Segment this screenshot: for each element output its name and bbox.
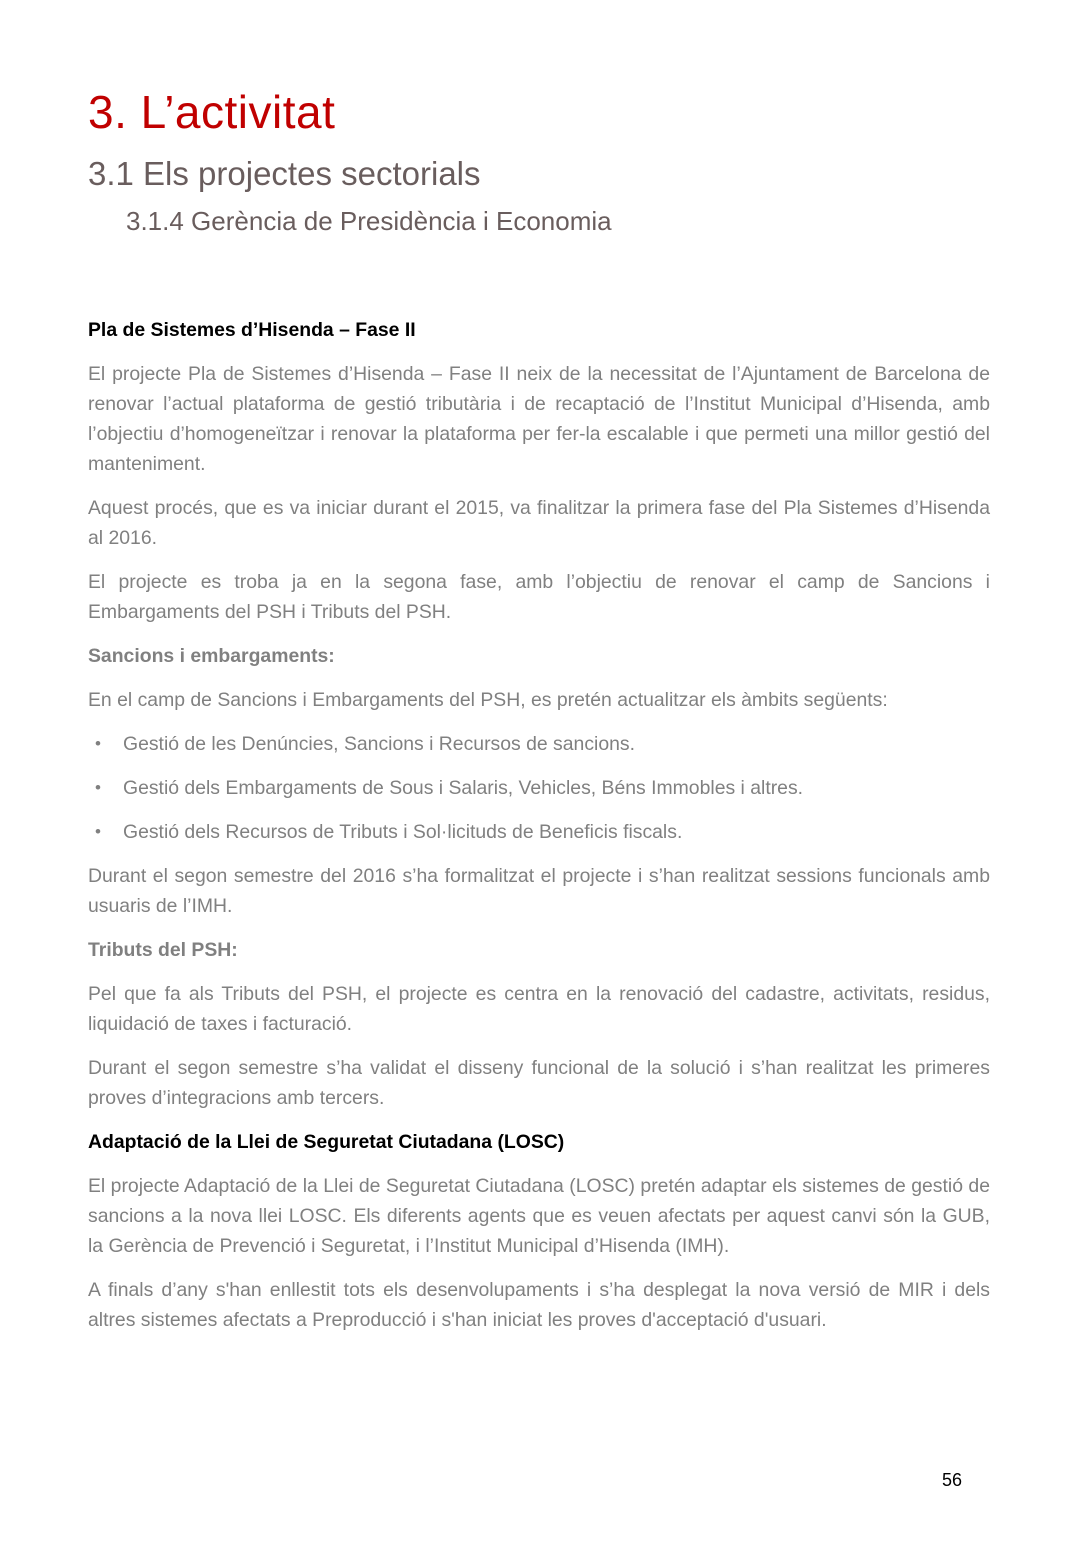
- heading-sancions-embargaments: Sancions i embargaments:: [88, 645, 335, 667]
- paragraph-losc-desenvolupaments: A finals d’any s'han enllestit tots els desenvolupaments i s’ha desplegat la nova versió de MIR i dels altres sistemes afectats a Preproducció i s'han iniciat les proves d'acceptació d'usuari.: [88, 1279, 990, 1331]
- section-title: 3.1 Els projectes sectorials: [88, 155, 481, 192]
- subsection-title: 3.1.4 Gerència de Presidència i Economia: [126, 206, 612, 236]
- bullet-icon: •: [95, 734, 101, 753]
- bullet-text: Gestió dels Embargaments de Sous i Salaris, Vehicles, Béns Immobles i altres.: [123, 777, 804, 799]
- bullet-item-embargaments: [88, 773, 990, 803]
- bullet-text: Gestió de les Denúncies, Sancions i Recursos de sancions.: [123, 733, 635, 755]
- paragraph-tributs-renovacio: Pel que fa als Tributs del PSH, el projecte es centra en la renovació del cadastre, activitats, residus, liquidació de taxes i facturació.: [88, 983, 990, 1035]
- bullet-item-recursos-tributs: [88, 817, 990, 847]
- paragraph-losc-intro: El projecte Adaptació de la Llei de Seguretat Ciutadana (LOSC) pretén adaptar els sistemes de gestió de sancions a la nova llei LOSC. Els diferents agents que es veuen afectats per aquest canvi són la GUB, la Gerència de Prevenció i Seguretat, i l’Institut Municipal d’Hisenda (IMH).: [88, 1175, 990, 1257]
- paragraph-psh-intro: El projecte Pla de Sistemes d’Hisenda – Fase II neix de la necessitat de l’Ajuntament de Barcelona de renovar l’actual plataforma de gestió tributària i de recaptació de l’Institut Municipal d’Hisenda, amb l’objectiu d’homogeneïtzar i renovar la plataforma per fer-la escalable i que permeti una millor gestió del manteniment.: [88, 363, 990, 475]
- chapter-title: 3. L’activitat: [88, 86, 336, 138]
- heading-tributs-psh: Tributs del PSH:: [88, 939, 238, 961]
- bullet-icon: •: [95, 822, 101, 841]
- document-body: [88, 315, 990, 1335]
- heading-pla-sistemes-hisenda: Pla de Sistemes d’Hisenda – Fase II: [88, 319, 416, 341]
- page-number: 56: [942, 1470, 963, 1490]
- heading-adaptacio-losc: Adaptació de la Llei de Seguretat Ciutadana (LOSC): [88, 1131, 565, 1153]
- bullet-text: Gestió dels Recursos de Tributs i Sol·licituds de Beneficis fiscals.: [123, 821, 683, 843]
- paragraph-proces-2015: Aquest procés, que es va iniciar durant el 2015, va finalitzar la primera fase del Pla Sistemes d’Hisenda al 2016.: [88, 497, 990, 549]
- bullet-icon: •: [95, 778, 101, 797]
- paragraph-sessions-funcionals: Durant el segon semestre del 2016 s’ha formalitzat el projecte i s’han realitzat sessions funcionals amb usuaris de l’IMH.: [88, 865, 990, 917]
- bullet-item-denuncies: [88, 729, 990, 759]
- paragraph-ambits: En el camp de Sancions i Embargaments del PSH, es pretén actualitzar els àmbits següents:: [88, 689, 888, 711]
- paragraph-disseny-funcional: Durant el segon semestre s’ha validat el disseny funcional de la solució i s’han realitzat les primeres proves d’integracions amb tercers.: [88, 1057, 990, 1109]
- paragraph-segona-fase: El projecte es troba ja en la segona fase, amb l’objectiu de renovar el camp de Sancions i Embargaments del PSH i Tributs del PSH.: [88, 571, 990, 623]
